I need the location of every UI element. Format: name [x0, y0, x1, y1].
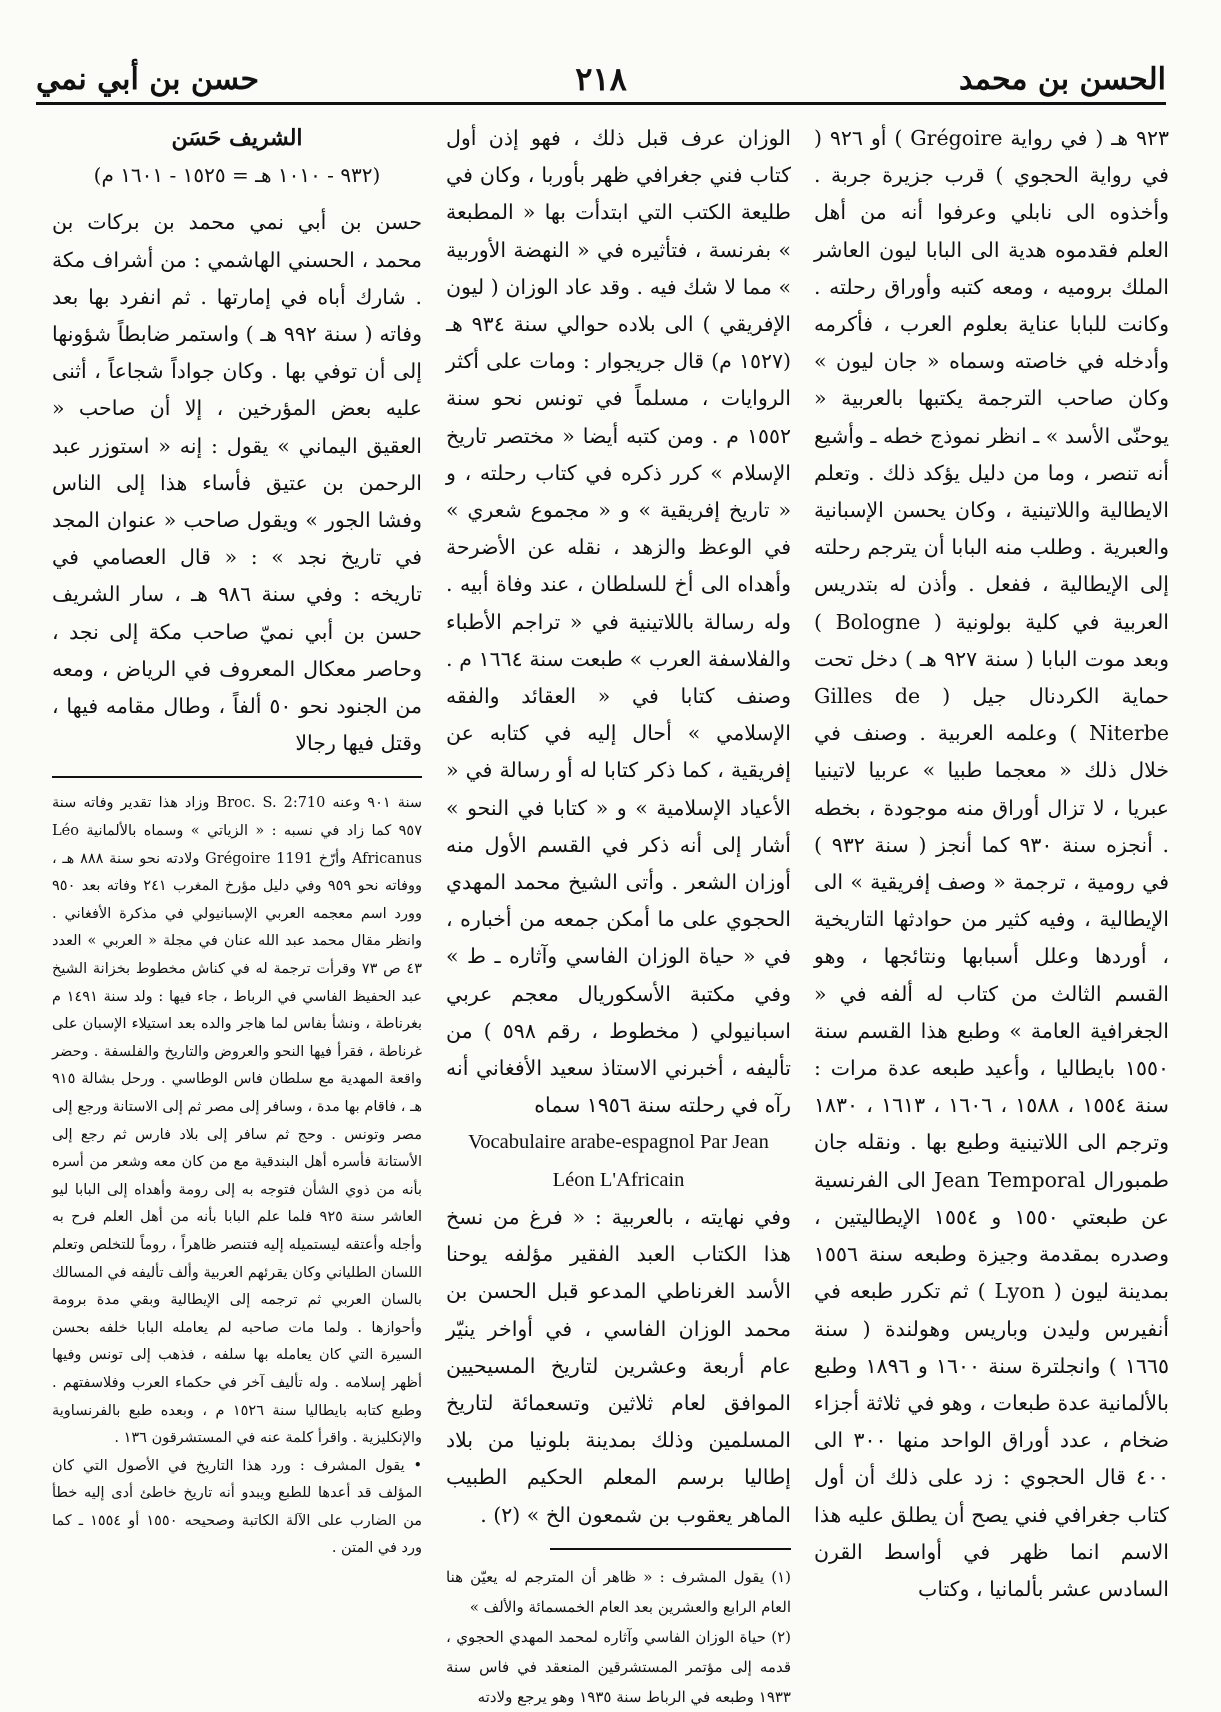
column-middle — [446, 120, 791, 1712]
entry-text: حسن بن أبي نمي محمد بن بركات بن محمد ، الحسني الهاشمي : من أشراف مكة . شارك أباه في إمارتها . ثم انفرد بها بعد وفاته ( سنة ٩٩٢ هـ ) واستمر ضابطاً شؤونها إلى أن توفي بها . وكان جواداً شجاعاً ، أثنى عليه بعض المؤرخين ، إلا أن صاحب « العقيق اليماني » يقول : إنه « استوزر عبد الرحمن بن عتيق فأساء هذا إلى الناس وفشا الجور » ويقول صاحب « عنوان المجد في تاريخ نجد » : « قال العصامي في تاريخه : وفي سنة ٩٨٦ هـ ، سار الشريف حسن بن أبي نميّ صاحب مكة إلى نجد ، وحاصر معكال المعروف في الرياض ، ومعه من الجنود نحو ٥٠ ألفاً ، وطال مقامه فيها ، وقتل فيها رجالا — [52, 210, 422, 756]
header-right-title: الحسن بن محمد — [958, 62, 1166, 97]
header-left-title: حسن بن أبي نمي — [36, 62, 260, 97]
column-right-text: ٩٢٣ هـ ( في رواية Grégoire ) أو ٩٢٦ ( في رواية الحجوي ) قرب جزيرة جربة . وأخذوه الى نابلي وعرفوا أنه من أهل العلم فقدموه هدية الى البابا ليون العاشر الملك بروميه ، ومعه كتبه وأوراق رحلته . وكانت للبابا عناية بعلوم العرب ، فأكرمه وأدخله في خاصته وسماه « جان ليون » وكان صاحب الترجمة يكتبها بالعربية « يوحنّى الأسد » ـ انظر نموذج خطه ـ وأشيع أنه تنصر ، وما من دليل يؤكد ذلك . وتعلم الايطالية واللاتينية ، وكان يحسن الإسبانية والعبرية . وطلب منه البابا أن يترجم رحلته إلى الإيطالية ، ففعل . وأذن له بتدريس العربية في كلية بولونية ( Bologne ) وبعد موت البابا ( سنة ٩٢٧ هـ ) دخل تحت حماية الكردنال جيل ( Gilles de Niterbe ) وعلمه العربية . وصنف في خلال ذلك « معجما طبيا » عربيا لاتينيا عبريا ، لا تزال أوراق منه موجودة ، بخطه . أنجزه سنة ٩٣٠ كما أنجز ( سنة ٩٣٢ ) في رومية ، ترجمة « وصف إفريقية » الى الإيطالية ، وفيه كثير من حوادثها التاريخية ، أوردها وعلل أسبابها ونتائجها ، وهو القسم الثالث من كتاب له ألفه في « الجغرافية العامة » وطبع هذا القسم سنة ١٥٥٠ بايطاليا ، وأعيد طبعه عدة مرات : سنة ١٥٥٤ ، ١٥٨٨ ، ١٦٠٦ ، ١٦١٣ ، ١٨٣٠ وترجم الى اللاتينية وطبع بها . ونقله جان طمبورال Jean Temporal الى الفرنسية عن طبعتي ١٥٥٠ و ١٥٥٤ الإيطاليتين ، وصدره بمقدمة وجيزة وطبعه سنة ١٥٥٦ بمدينة ليون ( Lyon ) ثم تكرر طبعه في أنفيرس وليدن وباريس وهولندة ( سنة ١٦٦٥ ) وانجلترة سنة ١٦٠٠ و ١٨٩٦ وطبع بالألمانية عدة طبعات ، وهو في ثلاثة أجزاء ضخام ، عدد أوراق الواحد منها ٣٠٠ الى ٤٠٠ قال الحجوي : زد على ذلك أن أول كتاب جغرافي فني يصح أن يطلق عليه هذا الاسم انما ظهر في أواسط القرن السادس عشر بألمانيا ، وكتاب — [814, 126, 1170, 1601]
entry-title: الشريف حَسَن — [171, 125, 303, 151]
page-number: ٢١٨ — [565, 60, 637, 98]
footnotes-middle — [446, 1562, 791, 1712]
footnotes-left — [52, 790, 422, 1563]
latin-book-title: Vocabulaire arabe-espagnol Par Jean Léon L'Africain — [468, 1131, 769, 1191]
footnote-rule-left — [52, 776, 422, 778]
column-middle-text-1: الوزان عرف قبل ذلك ، فهو إذن أول كتاب فني جغرافي ظهر بأوربا ، وكان في طليعة الكتب التي ابتدأت بها « المطبعة » بفرنسة ، فتأثيره في « النهضة الأوربية » مما لا شك فيه . وقد عاد الوزان ( ليون الإفريقي ) الى بلاده حوالي سنة ٩٣٤ هـ (١٥٢٧ م) قال جريجوار : ومات على أكثر الروايات ، مسلماً في تونس نحو سنة ١٥٥٢ م . ومن كتبه أيضا « مختصر تاريخ الإسلام » كرر ذكره في كتاب رحلته ، و « تاريخ إفريقية » و « مجموع شعري » في الوعظ والزهد ، نقله عن الأضرحة وأهداه الى أخ للسلطان ، عند وفاة أبيه . وله رسالة باللاتينية في « تراجم الأطباء والفلاسفة العرب » طبعت سنة ١٦٦٤ م . وصنف كتابا في « العقائد والفقه الإسلامي » أحال إليه في كتابه عن إفريقية ، كما ذكر كتابا له أو رسالة في « الأعياد الإسلامية » و « كتابا في النحو » أشار إلى أنه ذكر في القسم الأول منه أوزان الشعر . وأتى الشيخ محمد المهدي الحجوي على ما أمكن جمعه من أخباره ، في « حياة الوزان الفاسي وآثاره ـ ط » وفي مكتبة الأسكوريال معجم عربي اسبانيولي ( مخطوط ، رقم ٥٩٨ ) من تأليفه ، أخبرني الاستاذ سعيد الأفغاني أنه رآه في رحلته سنة ١٩٥٦ سماه — [446, 126, 791, 1118]
header-rule — [36, 102, 1166, 105]
column-right — [814, 120, 1169, 1608]
footnote-editor-note: • يقول المشرف : ورد هذا التاريخ في الأصول التي كان المؤلف قد أعدها للطبع ويبدو أنه تاريخ خاطئ أدى إليه خطأ من الضارب على الآلة الكاتبة وصحيحه ١٥٥٠ أو ١٥٥٤ ـ كما ورد في المتن . — [52, 1457, 422, 1557]
entry-dates: (٩٣٢ - ١٠١٠ هـ = ١٥٢٥ - ١٦٠١ م) — [93, 163, 381, 188]
column-left — [52, 120, 422, 1563]
running-header — [36, 58, 1166, 110]
column-middle-text-2: وفي نهايته ، بالعربية : « فرغ من نسخ هذا الكتاب العبد الفقير مؤلفه يوحنا الأسد الغرناطي المدعو قبل الحسن بن محمد الوزان الفاسي ، في أواخر ينيّر عام أربعة وعشرين لتاريخ المسيحيين الموافق لعام ثلاثين وتسعمائة لتاريخ المسلمين وذلك بمدينة بلونيا من بلاد إطاليا برسم المعلم الحكيم الطبيب الماهر يعقوب بن شمعون الخ » (٢) . — [446, 1204, 791, 1527]
footnote-continuation: سنة ٩٠١ وعنه Broc. S. 2:710 وزاد هذا تقدير وفاته سنة ٩٥٧ كما زاد في نسبه : « الزياتي » وسماه بالألمانية Léo Africanus وأرّخ Grégoire 1191 ولادته نحو سنة ٨٨٨ هـ ، ووفاته نحو ٩٥٩ وفي دليل مؤرخ المغرب ٢٤١ وفاته بعد ٩٥٠ وورد اسم معجمه العربي الإسبانيولي في مذكرة الأفغاني . وانظر مقال محمد عبد الله عنان في مجلة « العربي » العدد ٤٣ ص ٧٣ وقرأت ترجمة له في كناش مخطوط بخزانة الشيخ عبد الحفيظ الفاسي في الرباط ، جاء فيها : ولد سنة ١٤٩١ م بغرناطة ، ونشأ بفاس لما هاجر والده بعد استيلاء الإسبان على غرناطة ، فقرأ فيها النحو والعروض والتاريخ والفلسفة . وحضر واقعة المهدية مع سلطان فاس الوطاسي . ورحل بشالة ٩١٥ هـ ، فاقام بها مدة ، وسافر إلى مصر ثم إلى الاستانة ورجع إلى مصر وتونس . وحج ثم سافر إلى بلاد فارس ثم رجع إلى الأستانة فأسره أهل البندقية مع من كان معه وشعر من أسره بأنه من ذوي الشأن فتوجه به إلى رومة وأهداه إلى البابا ليو العاشر سنة ٩٢٥ فلما علم البابا بأنه من أهل العلم فرح به وأجله وأعتقه ليستميله إليه فتنصر ظاهراً ، روماً للتخلص وتعلم اللسان الطلياني وكان يقرئهم العربية وألف تأليفه في المسالك بالسان العربي ثم ترجمه إلى الإيطالية وبقي مدة برومة وأحوازها . ولما مات صاحبه لم يعامله البابا خلفه بحسن السيرة التي كان يعامله بها سلفه ، فذهب إلى تونس وفيها أظهر إسلامه . وله تأليف آخر في حكماء العرب وفلاسفتهم . وطبع كتابه بايطاليا سنة ١٥٢٦ م ، وبعده طبع بالفرنساوية والإنكليزية . واقرأ كلمة عنه في المستشرقون ١٣٦ . — [52, 795, 423, 1447]
footnote-rule — [550, 1548, 792, 1550]
footnote-2: (٢) حياة الوزان الفاسي وآثاره لمحمد المهدي الحجوي ، قدمه إلى مؤتمر المستشرقين المنعقد في فاس سنة ١٩٣٣ وطبعه في الرباط سنة ١٩٣٥ وهو يرجع ولادته — [446, 1627, 791, 1706]
footnote-1: (١) يقول المشرف : « ظاهر أن المترجم له يعيّن هنا العام الرابع والعشرين بعد العام الخمسمائة والألف » — [446, 1567, 791, 1616]
